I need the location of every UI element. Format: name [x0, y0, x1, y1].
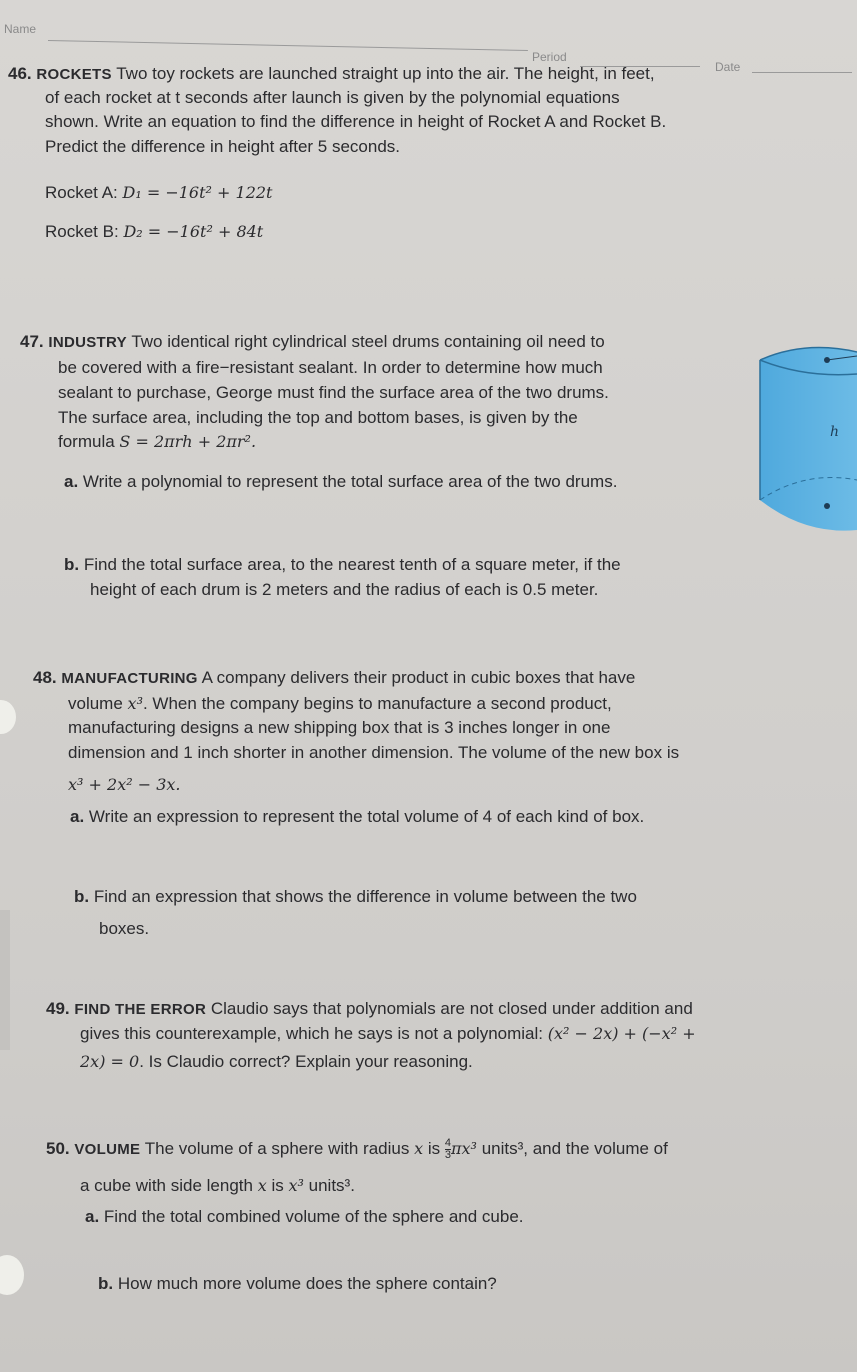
problem-47-tag: INDUSTRY [48, 334, 127, 351]
p48-part-a-label: a. [70, 807, 85, 826]
bottom-center-dot [824, 503, 830, 509]
problem-50-line-1 [46, 1137, 668, 1162]
sphere-radius-var: x [414, 1139, 424, 1158]
counterexample-part-2: 2x) = 0 [80, 1052, 140, 1071]
problem-50a [85, 1205, 524, 1229]
problem-49-text-1: Claudio says that polynomials are not closed under addition and [210, 999, 693, 1018]
cylinder-figure [750, 330, 857, 560]
problem-49-text-2 [80, 1022, 696, 1046]
problem-47-text-4: The surface area, including the top and bottom bases, is given by the [58, 408, 578, 427]
name-label: Name [4, 22, 37, 36]
height-label: h [830, 424, 840, 440]
p48-line2-rest: . When the company begins to manufacture a second product, [142, 694, 612, 713]
problem-47a [64, 470, 617, 494]
part-b-label: b. [64, 555, 80, 574]
problem-48-text-4: dimension and 1 inch shorter in another dimension. The volume of the new box is [68, 743, 680, 762]
cube-side-words: a cube with side length [80, 1176, 253, 1195]
frac-denominator: 3 [444, 1149, 451, 1162]
rocket-a-row [45, 181, 272, 205]
problem-48-tag: MANUFACTURING [61, 670, 198, 687]
problem-47-text-1: Two identical right cylindrical steel drums containing oil need to [131, 332, 605, 351]
problem-47b-text-1: Find the total surface area, to the nearest tenth of a square meter, if the [83, 555, 621, 574]
cube-units: units³. [308, 1176, 355, 1195]
problem-48a [70, 805, 644, 829]
cube-is-word: is [271, 1176, 284, 1195]
problem-48-text-5 [68, 773, 181, 797]
problem-50-number: 50. [46, 1139, 70, 1158]
problem-50a-text: Find the total combined volume of the sphere and cube. [103, 1207, 524, 1226]
problem-50b [98, 1272, 497, 1296]
problem-48b-text-1: Find an expression that shows the difference in volume between the two [93, 887, 637, 906]
problem-46-text-1: Two toy rockets are launched straight up into the air. The height, in feet, [116, 64, 655, 83]
margin-strip [0, 910, 10, 1050]
problem-47-number: 47. [20, 332, 44, 351]
sphere-is-word: is [427, 1139, 441, 1158]
problem-47b-text-2: height of each drum is 2 meters and the radius of each is 0.5 meter. [90, 580, 599, 599]
problem-46-number: 46. [8, 64, 32, 83]
sphere-volume-expr: πx³ [451, 1139, 477, 1158]
new-box-volume: x³ + 2x² − 3x. [68, 775, 181, 794]
problem-48-number: 48. [33, 668, 57, 687]
problem-47b [64, 553, 621, 577]
problem-49-tag: FIND THE ERROR [74, 1001, 207, 1018]
problem-46-text-2: of each rocket at t seconds after launch is given by the polynomial equations [45, 88, 620, 107]
p50-part-a-label: a. [85, 1207, 100, 1226]
formula-prefix: formula [58, 432, 115, 451]
problem-47-text-2: be covered with a fire−resistant sealant. In order to determine how much [58, 358, 603, 377]
date-line [752, 72, 852, 73]
surface-area-formula: S = 2πrh + 2πr². [119, 432, 257, 451]
problem-49-line-1 [46, 997, 693, 1022]
counterexample-part-1: (x² − 2x) + (−x² + [547, 1024, 696, 1043]
problem-47-text-3: sealant to purchase, George must find the surface area of the two drums. [58, 383, 609, 402]
problem-48b-text-2: boxes. [99, 919, 150, 938]
rocket-b-label: Rocket B: [45, 222, 119, 241]
problem-48-text-2 [68, 692, 612, 716]
problem-48b [74, 885, 637, 909]
problem-48-text-3: manufacturing designs a new shipping box that is 3 inches longer in one [68, 718, 611, 737]
name-line [48, 40, 528, 51]
period-label: Period [532, 50, 567, 64]
problem-46-text-4: Predict the difference in height after 5 seconds. [45, 137, 401, 156]
problem-49-question: . Is Claudio correct? Explain your reasoning. [139, 1052, 473, 1071]
problem-49-text-2-words: gives this counterexample, which he says is not a polynomial: [80, 1024, 544, 1043]
cube-volume-expr: x³ [288, 1176, 304, 1195]
date-label: Date [715, 60, 741, 74]
rocket-b-row [45, 220, 263, 244]
problem-49-text-3 [80, 1050, 473, 1074]
p48-volume-word: volume [68, 694, 123, 713]
p48-x-cubed: x³ [127, 694, 143, 713]
problem-50-text-1-end: , and the volume of [523, 1139, 668, 1158]
p48-part-b-label: b. [74, 887, 90, 906]
problem-47-formula-row [58, 430, 256, 454]
problem-47a-text: Write a polynomial to represent the total surface area of the two drums. [82, 472, 618, 491]
rocket-a-label: Rocket A: [45, 183, 118, 202]
problem-48a-text: Write an expression to represent the total volume of 4 of each kind of box. [88, 807, 645, 826]
problem-50b-text: How much more volume does the sphere contain? [117, 1274, 497, 1293]
problem-49-number: 49. [46, 999, 70, 1018]
rocket-a-equation: D₁ = −16t² + 122t [122, 183, 273, 202]
problem-50-tag: VOLUME [74, 1141, 141, 1158]
sphere-units: units³ [481, 1139, 524, 1158]
problem-50-text-2 [80, 1174, 355, 1198]
binder-hole-2 [0, 1255, 24, 1295]
binder-hole-1 [0, 700, 16, 734]
problem-48-text-1: A company delivers their product in cubic boxes that have [201, 668, 636, 687]
cube-side-var: x [257, 1176, 267, 1195]
rocket-b-equation: D₂ = −16t² + 84t [123, 222, 264, 241]
part-a-label: a. [64, 472, 79, 491]
problem-47-line-1 [20, 330, 605, 355]
p50-part-b-label: b. [98, 1274, 114, 1293]
problem-46-tag: ROCKETS [36, 66, 112, 83]
problem-50-text-1: The volume of a sphere with radius [144, 1139, 410, 1158]
problem-46-text-3: shown. Write an equation to find the difference in height of Rocket A and Rocket B. [45, 112, 667, 131]
frac-numerator: 4 [444, 1137, 451, 1150]
problem-46-line-1 [8, 62, 655, 87]
problem-48-line-1 [33, 666, 635, 691]
